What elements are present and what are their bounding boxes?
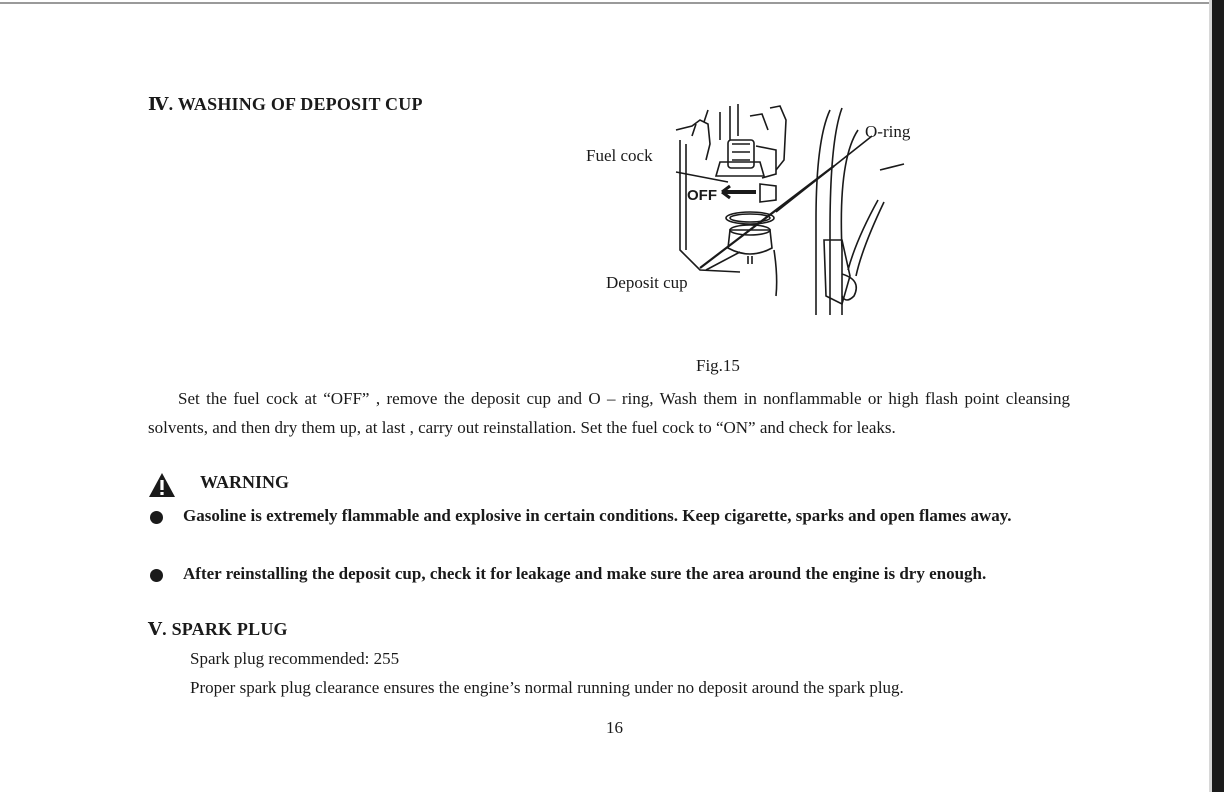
section-heading-washing-deposit-cup: Ⅳ. WASHING OF DEPOSIT CUP bbox=[148, 94, 423, 114]
fuel-cock-figure bbox=[580, 100, 940, 335]
deposit-cup-label: Deposit cup bbox=[606, 273, 688, 292]
warning-item bbox=[150, 502, 1070, 530]
fuel-cock-label: Fuel cock bbox=[586, 146, 653, 165]
warning-item bbox=[150, 560, 1070, 588]
instructions-paragraph bbox=[148, 384, 1070, 442]
bullet-dot-icon bbox=[150, 511, 163, 524]
top-scan-edge bbox=[0, 2, 1210, 4]
o-ring-label: O-ring bbox=[865, 122, 911, 141]
warning-title: WARNING bbox=[200, 472, 290, 492]
off-mark-label: OFF bbox=[687, 187, 717, 204]
bullet-dot-icon bbox=[150, 569, 163, 582]
figure-caption: Fig.15 bbox=[696, 356, 740, 375]
section-heading-spark-plug: Ⅴ. SPARK PLUG bbox=[148, 619, 288, 639]
warning-item-text: Gasoline is extremely flammable and explosive in certain conditions. Keep cigarette, sparks and open flames away. bbox=[183, 506, 1012, 525]
instructions-text: Set the fuel cock at “OFF” , remove the deposit cup and O – ring, Wash them in nonflammable or high flash point cleansing solvents, and then dry them up, at last , carry out reinstallation. Set the fuel cock to “ON” and check for leaks. bbox=[148, 389, 1070, 437]
warning-item-text: After reinstalling the deposit cup, check it for leakage and make sure the area around the engine is dry enough. bbox=[183, 564, 987, 583]
page-number: 16 bbox=[606, 718, 623, 737]
spark-plug-recommended: Spark plug recommended: 255 bbox=[190, 649, 400, 668]
warning-triangle-icon bbox=[148, 472, 176, 498]
spark-plug-clearance-note: Proper spark plug clearance ensures the engine’s normal running under no deposit around the spark plug. bbox=[190, 678, 904, 697]
page-binding-edge bbox=[1212, 0, 1224, 792]
